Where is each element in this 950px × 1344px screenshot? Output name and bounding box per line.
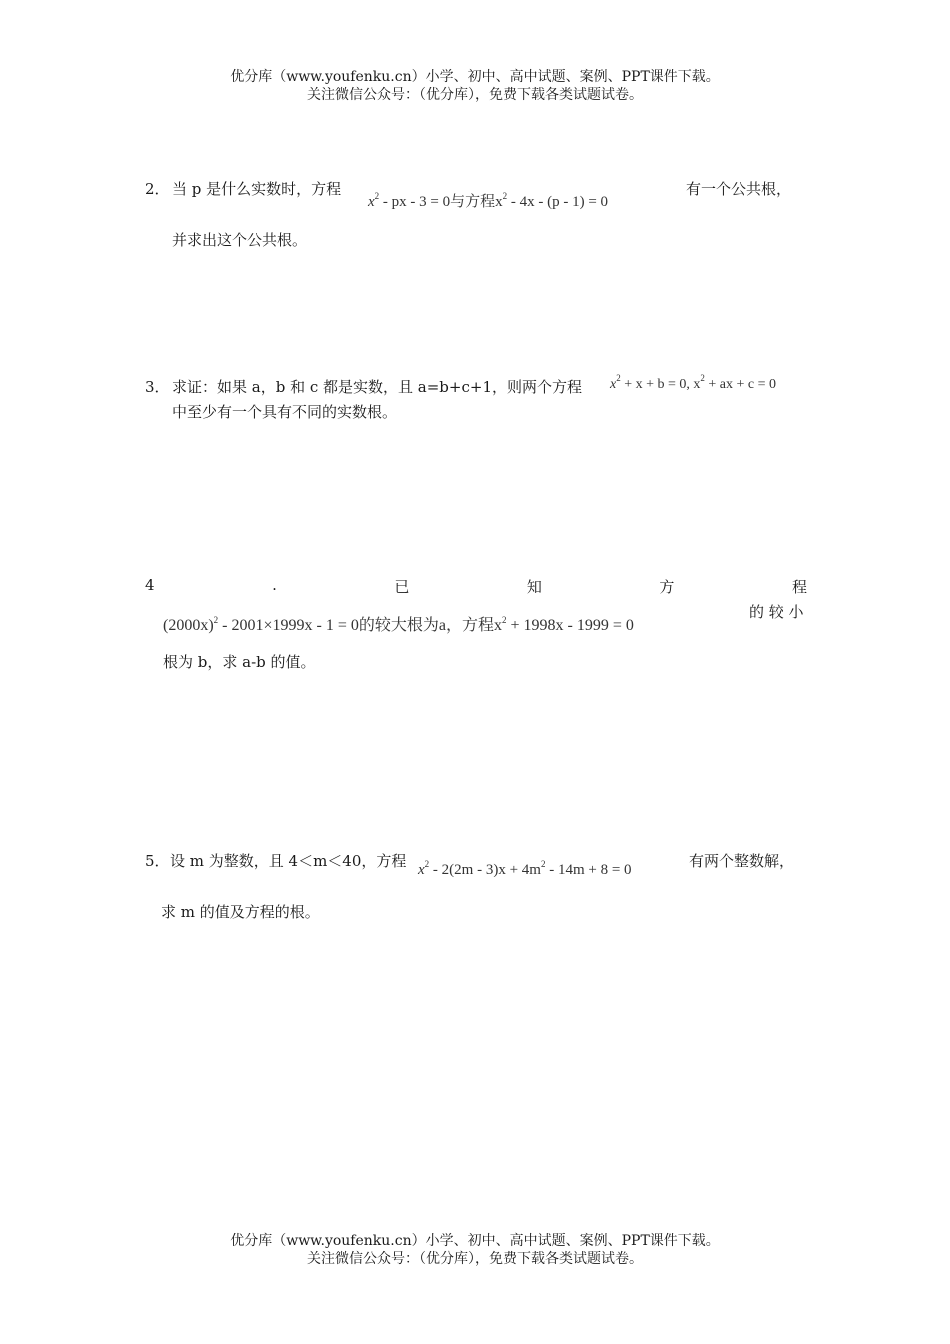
problem-4-equation: $(2000x)^2 - 2001\times 1999x - 1 = 0$的较大根为a，方程$x^2 + 1998x - 1999 = 0$ xyxy=(163,615,634,634)
problem-4-number: 4 xyxy=(145,576,155,594)
problem-4-spread-line xyxy=(145,576,807,597)
problem-3-equation: $x^2 + x + b = 0$, $x^2$ + ax + c = 0 xyxy=(610,373,777,392)
page-header xyxy=(0,68,950,104)
problem-2-line2: 并求出这个公共根。 xyxy=(172,231,308,249)
header-line-2: 关注微信公众号：（优分库），免费下载各类试题试卷。 xyxy=(307,87,643,103)
problem-5-number: 5． xyxy=(145,852,170,870)
problem-3-line2: 中至少有一个具有不同的实数根。 xyxy=(172,403,398,421)
footer-line-2: 关注微信公众号：（优分库），免费下载各类试题试卷。 xyxy=(307,1251,643,1267)
problem-4-word-2: 知 xyxy=(526,578,542,596)
problem-5-equation: $x^2 - 2(2m - 3)x + 4m^2 - 14m + 8 = 0$ xyxy=(418,859,632,878)
problem-2-equation: $x^2$ - px - 3 = 0与方程$x^2 - 4x - (p - 1) = 0$ xyxy=(368,191,609,210)
problem-4-word-1: 已 xyxy=(394,578,410,596)
footer-line-1: 优分库（www.youfenku.cn）小学、初中、高中试题、案例、PPT课件下载。 xyxy=(230,1233,720,1249)
problem-4-tail: 的 较 小 xyxy=(749,603,804,621)
problem-2-number: 2． xyxy=(145,180,170,198)
problem-2-tail: 有一个公共根， xyxy=(686,180,792,198)
problem-3-intro: 求证：如果 a，b 和 c 都是实数，且 a=b+c+1，则两个方程 xyxy=(172,378,582,396)
problem-5-intro: 设 m 为整数，且 4＜m＜40，方程 xyxy=(170,852,407,870)
problem-4-word-4: 程 xyxy=(791,578,807,596)
problem-4-word-3: 方 xyxy=(659,578,675,596)
problem-5-tail: 有两个整数解， xyxy=(689,852,795,870)
problem-3-number: 3． xyxy=(145,378,170,396)
problem-2-intro: 当 p 是什么实数时，方程 xyxy=(172,180,342,198)
problem-5-line2: 求 m 的值及方程的根。 xyxy=(161,903,320,921)
header-line-1: 优分库（www.youfenku.cn）小学、初中、高中试题、案例、PPT课件下载。 xyxy=(230,69,720,85)
problem-4-line2: 根为 b，求 a-b 的值。 xyxy=(163,653,316,671)
page-footer xyxy=(0,1232,950,1268)
problem-4-dot: . xyxy=(272,576,277,594)
